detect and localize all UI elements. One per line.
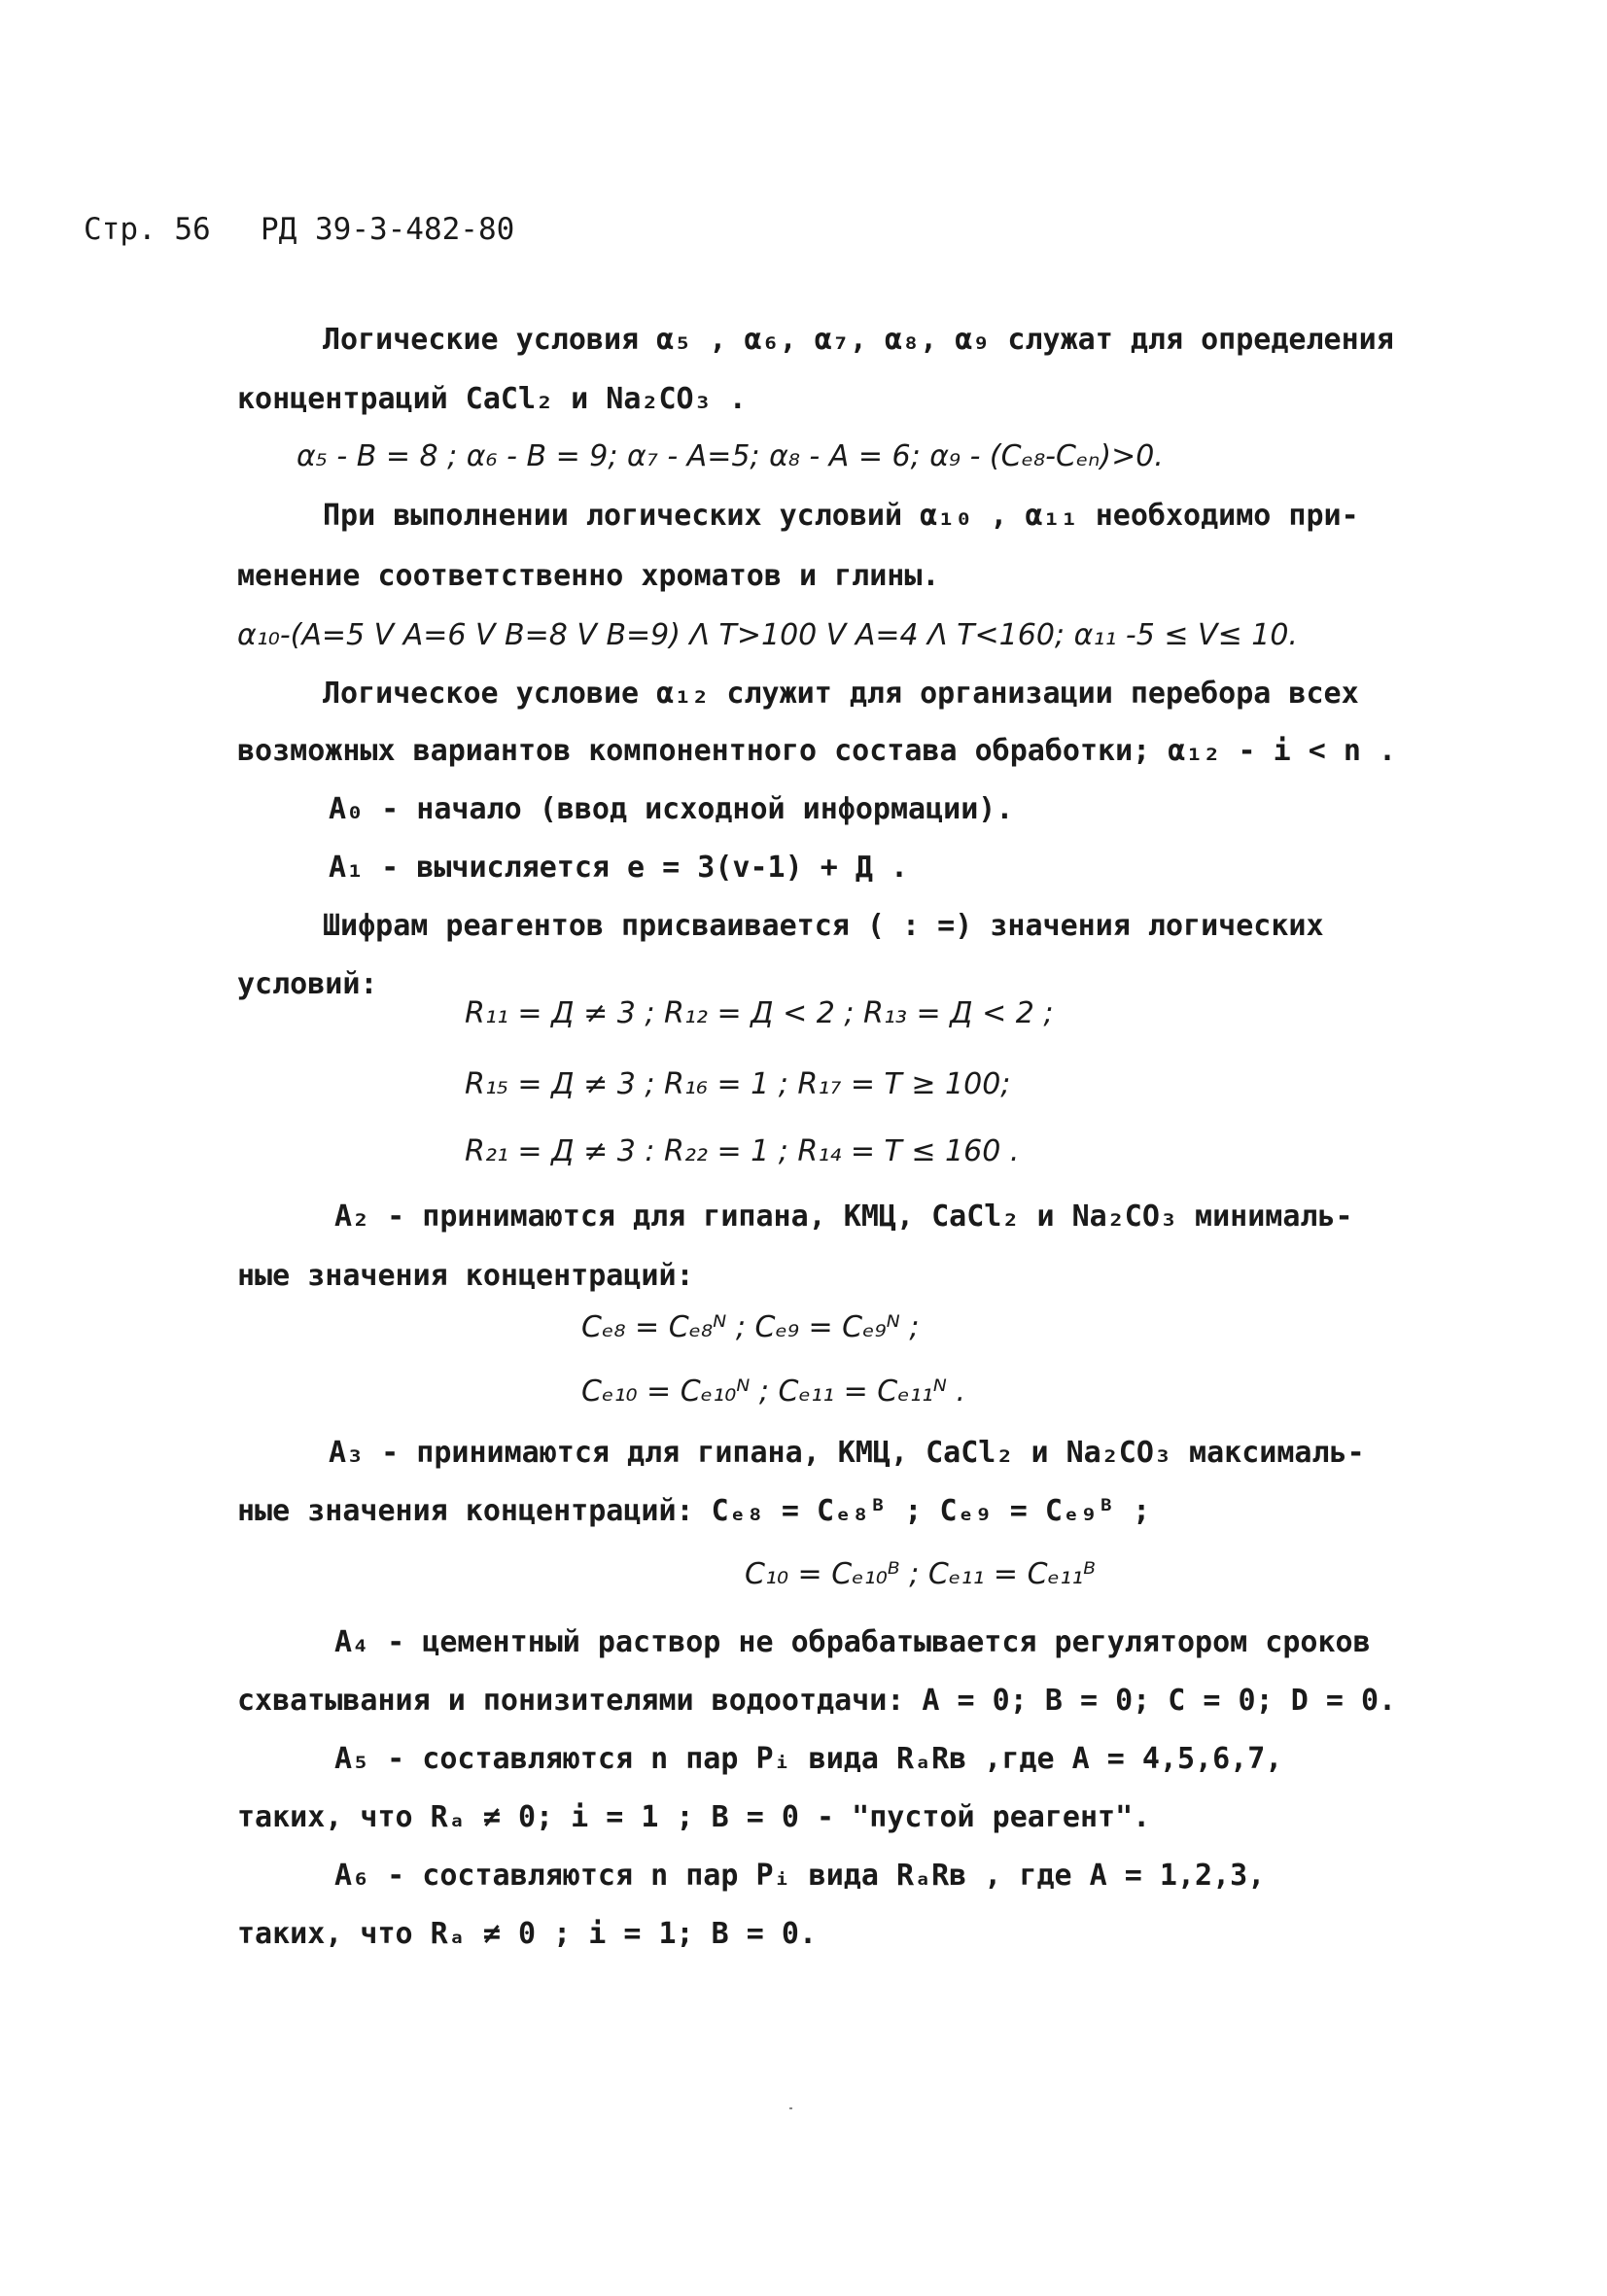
scan-speck <box>789 2107 792 2109</box>
text-line: ные значения концентраций: Cₑ₈ = Cₑ₈ᴮ ; Cₑ₉ = Cₑ₉ᴮ ; <box>237 1494 1151 1528</box>
formula-line: R₁₁ = Д ≠ 3 ; R₁₂ = Д < 2 ; R₁₃ = Д < 2 ; <box>465 996 1054 1030</box>
text-line: таких, что Rₐ ≠ 0; i = 1 ; B = 0 - "пустой реагент". <box>237 1800 1151 1834</box>
text-line: Логическое условие α₁₂ служит для организации перебора всех <box>323 677 1359 711</box>
formula-line: R₁₅ = Д ≠ 3 ; R₁₆ = 1 ; R₁₇ = T ≥ 100; <box>465 1067 1011 1101</box>
text-line: A₃ - принимаются для гипана, КМЦ, CaCl₂ и Na₂CO₃ максималь- <box>329 1436 1365 1470</box>
text-line: Шифрам реагентов присваивается ( : =) значения логических <box>323 909 1324 943</box>
text-line: Логические условия α₅ , α₆, α₇, α₈, α₉ служат для определения <box>323 323 1394 357</box>
text-line: условий: <box>237 967 378 1001</box>
text-line: A₄ - цементный раствор не обрабатывается регулятором сроков <box>334 1625 1371 1659</box>
page-number-label: Стр. 56 <box>84 212 211 247</box>
text-line: A₁ - вычисляется e = 3(v-1) + Д . <box>329 851 909 885</box>
text-line: возможных вариантов компонентного состава обработки; α₁₂ - i < n . <box>237 734 1397 768</box>
text-line: При выполнении логических условий α₁₀ , α₁₁ необходимо при- <box>323 499 1359 533</box>
formula-line: C₁₀ = Cₑ₁₀ᴮ ; Cₑ₁₁ = Cₑ₁₁ᴮ <box>745 1557 1097 1591</box>
formula-line: α₁₀-(A=5 V A=6 V B=8 V B=9) Λ T>100 V A=4 Λ T<160; α₁₁ -5 ≤ V≤ 10. <box>237 618 1298 652</box>
formula-line: α₅ - B = 8 ; α₆ - B = 9; α₇ - A=5; α₈ - A = 6; α₉ - (Cₑ₈-Cₑₙ)>0. <box>297 439 1164 473</box>
text-line: менение соответственно хроматов и глины. <box>237 559 940 593</box>
document-code: РД 39-3-482-80 <box>261 212 515 247</box>
text-line: схватывания и понизителями водоотдачи: A = 0; B = 0; C = 0; D = 0. <box>237 1684 1397 1718</box>
text-line: A₅ - составляются n пар Pᵢ вида RₐRв ,где A = 4,5,6,7, <box>334 1742 1283 1776</box>
text-line: A₀ - начало (ввод исходной информации). <box>329 792 1014 826</box>
formula-line: R₂₁ = Д ≠ 3 : R₂₂ = 1 ; R₁₄ = T ≤ 160 . <box>465 1134 1020 1168</box>
text-line: таких, что Rₐ ≠ 0 ; i = 1; B = 0. <box>237 1917 818 1951</box>
text-line: A₆ - составляются n пар Pᵢ вида RₐRв , где A = 1,2,3, <box>334 1859 1266 1893</box>
text-line: концентраций CaCl₂ и Na₂CO₃ . <box>237 382 747 416</box>
text-line: A₂ - принимаются для гипана, КМЦ, CaCl₂ и Na₂CO₃ минималь- <box>334 1200 1353 1234</box>
formula-line: Cₑ₈ = Cₑ₈ᴺ ; Cₑ₉ = Cₑ₉ᴺ ; <box>581 1310 920 1344</box>
text-line: ные значения концентраций: <box>237 1259 694 1293</box>
formula-line: Cₑ₁₀ = Cₑ₁₀ᴺ ; Cₑ₁₁ = Cₑ₁₁ᴺ . <box>581 1374 965 1409</box>
